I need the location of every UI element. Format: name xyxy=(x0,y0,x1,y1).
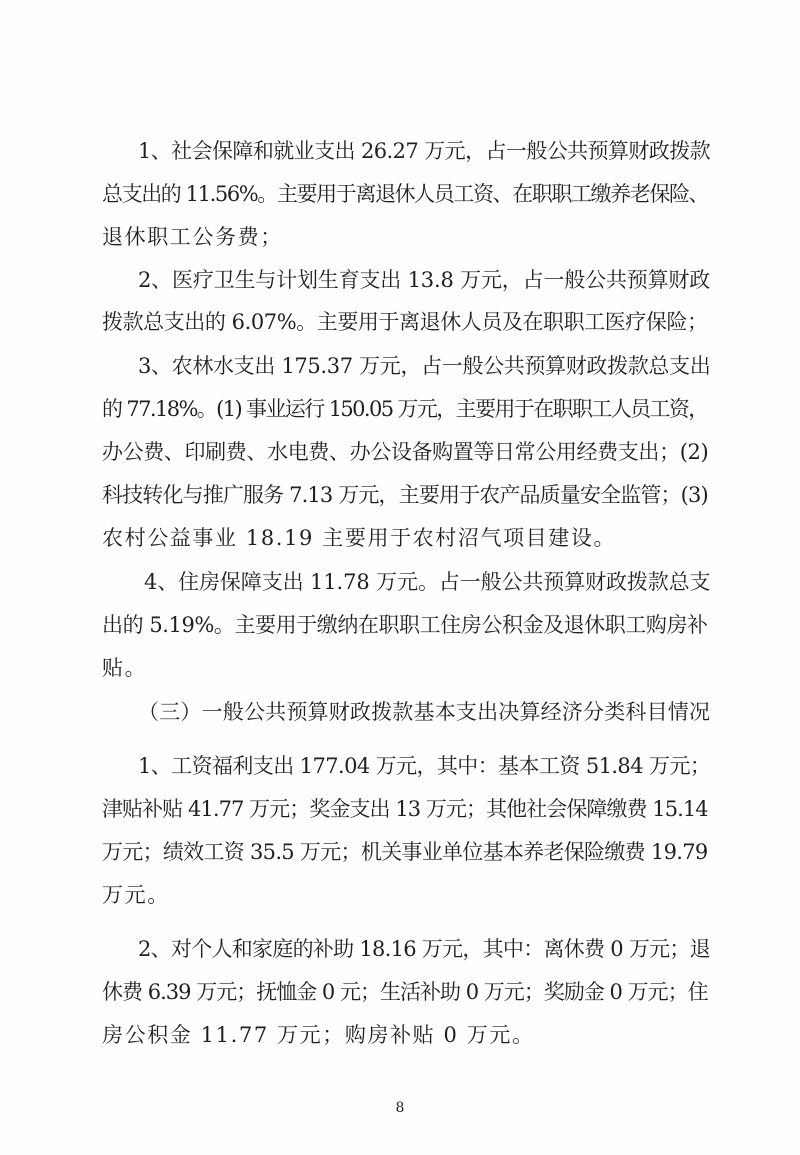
text-line: 科技转化与推广服务 7.13 万元，主要用于农产品质量安全监管；(3) xyxy=(102,483,708,507)
text-line: 拨款总支出的 6.07%。主要用于离退休人员及在职职工医疗保险； xyxy=(102,310,708,334)
text-line: 贴。 xyxy=(102,656,148,680)
text-line: 2、对个人和家庭的补助 18.16 万元，其中：离休费 0 万元；退 xyxy=(138,937,710,961)
text-line: 的 77.18%。(1) 事业运行 150.05 万元，主要用于在职职工人员工资， xyxy=(102,397,708,421)
text-line: 总支出的 11.56%。主要用于离退休人员工资、在职职工缴养老保险、 xyxy=(102,182,709,206)
text-line: 1、工资福利支出 177.04 万元，其中：基本工资 51.84 万元； xyxy=(138,754,711,778)
text-line: 出的 5.19%。主要用于缴纳在职职工住房公积金及退休职工购房补 xyxy=(102,613,708,637)
text-line: 办公费、印刷费、水电费、办公设备购置等日常公用经费支出；(2) xyxy=(102,440,709,464)
text-line: 休费 6.39 万元；抚恤金 0 元；生活补助 0 万元；奖励金 0 万元；住 xyxy=(102,980,708,1004)
text-line: 2、医疗卫生与计划生育支出 13.8 万元，占一般公共预算财政 xyxy=(138,268,711,292)
section-heading: （三）一般公共预算财政拨款基本支出决算经济分类科目情况 xyxy=(138,700,711,724)
text-line: 万元；绩效工资 35.5 万元；机关事业单位基本养老保险缴费 19.79 xyxy=(102,840,708,864)
text-line: 退休职工公务费； xyxy=(102,225,283,249)
page-number: 8 xyxy=(395,1100,405,1116)
text-line: 农村公益事业 18.19 主要用于农村沼气项目建设。 xyxy=(102,526,617,550)
text-line: 3、农林水支出 175.37 万元，占一般公共预算财政拨款总支出 xyxy=(138,354,711,378)
text-line: 万元。 xyxy=(102,883,170,907)
text-line: 津贴补贴 41.77 万元；奖金支出 13 万元；其他社会保障缴费 15.14 xyxy=(102,797,708,821)
text-line: 房公积金 11.77 万元；购房补贴 0 万元。 xyxy=(102,1023,535,1047)
text-line: 4、住房保障支出 11.78 万元。占一般公共预算财政拨款总支 xyxy=(144,570,711,594)
text-line: 1、社会保障和就业支出 26.27 万元，占一般公共预算财政拨款 xyxy=(138,139,711,163)
